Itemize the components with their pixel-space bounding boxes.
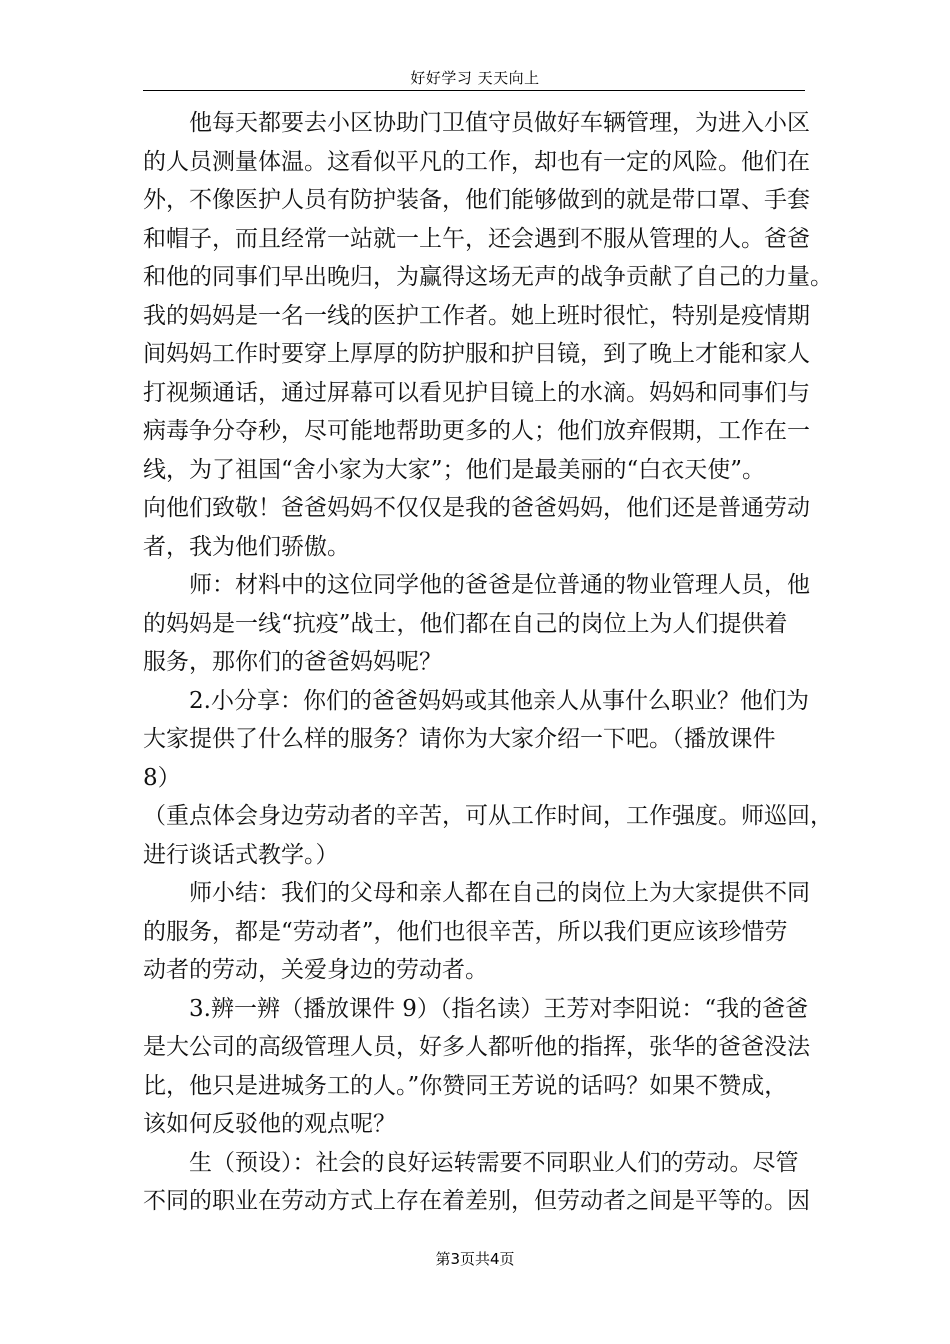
text-line: 线，为了祖国“舍小家为大家”；他们是最美丽的“白衣天使”。: [143, 456, 766, 483]
text-line: 该如何反驳他的观点呢？: [143, 1111, 396, 1137]
body-text: [143, 104, 833, 1221]
text-line: 不同的职业在劳动方式上存在着差别，但劳动者之间是平等的。因: [143, 1188, 810, 1214]
text-line: 向他们致敬！爸爸妈妈不仅仅是我的爸爸妈妈，他们还是普通劳动: [143, 495, 810, 521]
text-line: 的服务，都是“劳动者”，他们也很辛苦，所以我们更应该珍惜劳: [143, 918, 788, 945]
text-line: 动者的劳动，关爱身边的劳动者。: [143, 957, 488, 983]
text-line: 是大公司的高级管理人员，好多人都听他的指挥，张华的爸爸没法: [143, 1034, 810, 1060]
text-line: 和他的同事们早出晚归，为赢得这场无声的战争贡献了自己的力量。: [143, 264, 833, 290]
text-line: 8）: [143, 764, 181, 791]
text-line: 师小结：我们的父母和亲人都在自己的岗位上为大家提供不同: [189, 880, 810, 906]
text-line: 师：材料中的这位同学他的爸爸是位普通的物业管理人员，他: [189, 572, 810, 598]
text-line: 服务，那你们的爸爸妈妈呢？: [143, 649, 442, 675]
text-line: 者，我为他们骄傲。: [143, 533, 350, 560]
text-line: 我的妈妈是一名一线的医护工作者。她上班时很忙，特别是疫情期: [143, 302, 810, 329]
text-line: 他每天都要去小区协助门卫值守员做好车辆管理，为进入小区: [189, 110, 810, 136]
text-line: 和帽子，而且经常一站就一上午，还会遇到不服从管理的人。爸爸: [143, 225, 810, 252]
text-line: （重点体会身边劳动者的辛苦，可从工作时间，工作强度。师巡回，: [143, 803, 833, 829]
text-line: 外，不像医护人员有防护装备，他们能够做到的就是带口罩、手套: [143, 187, 810, 213]
text-line: 3.辨一辨（播放课件 9）（指名读）王芳对李阳说：“我的爸爸: [189, 995, 809, 1022]
text-line: 间妈妈工作时要穿上厚厚的防护服和护目镜，到了晚上才能和家人: [143, 341, 810, 367]
text-line: 生（预设）：社会的良好运转需要不同职业人们的劳动。尽管: [189, 1149, 799, 1176]
page-footer: 第3页共4页: [435, 1250, 515, 1268]
header-divider: [143, 90, 805, 91]
text-line: 进行谈话式教学。）: [143, 841, 339, 868]
text-line: 打视频通话，通过屏幕可以看见护目镜上的水滴。妈妈和同事们与: [143, 379, 810, 406]
text-line: 的人员测量体温。这看似平凡的工作，却也有一定的风险。他们在: [143, 148, 810, 175]
text-line: 2.小分享：你们的爸爸妈妈或其他亲人从事什么职业？他们为: [189, 687, 809, 714]
text-line: 大家提供了什么样的服务？请你为大家介绍一下吧。（播放课件: [143, 726, 776, 752]
page-header: 好好学习 天天向上: [410, 69, 540, 87]
text-line: 的妈妈是一线“抗疫”战士，他们都在自己的岗位上为人们提供着: [143, 610, 788, 637]
text-line: 病毒争分夺秒，尽可能地帮助更多的人；他们放弃假期，工作在一: [143, 418, 810, 444]
text-line: 比，他只是进城务工的人。”你赞同王芳说的话吗？如果不赞成，: [143, 1072, 788, 1099]
